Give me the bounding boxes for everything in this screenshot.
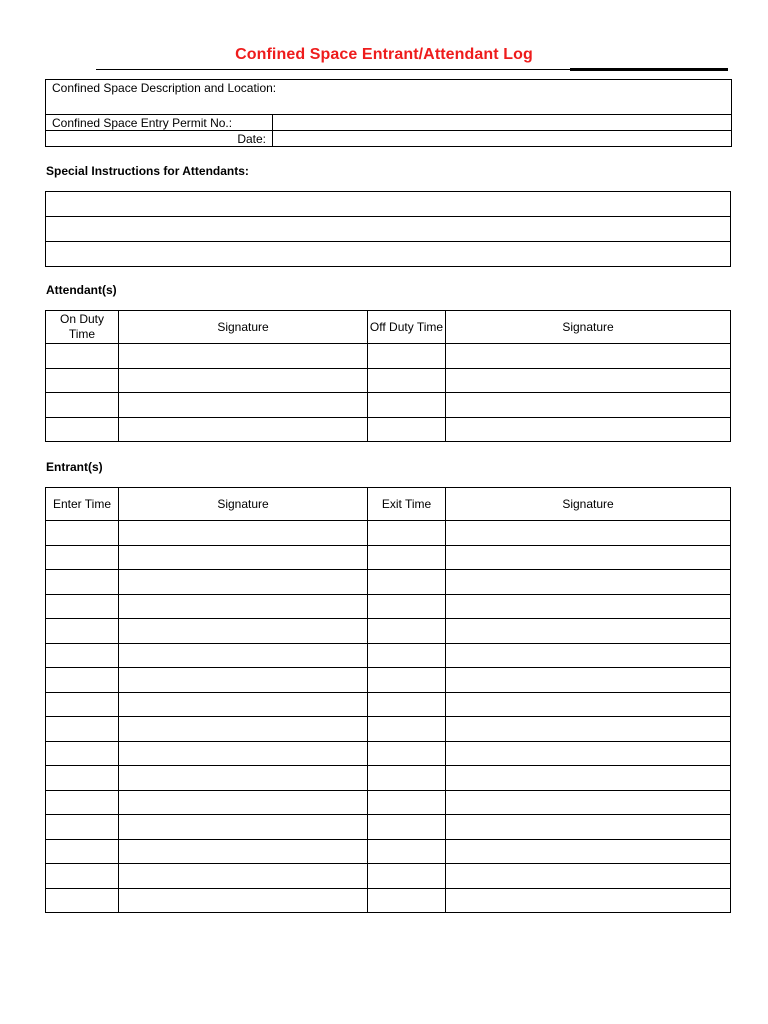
space-description-field[interactable] — [46, 80, 732, 115]
enter-time-cell[interactable] — [46, 521, 119, 546]
exit-time-cell[interactable] — [368, 864, 446, 889]
entrant-signature-cell[interactable] — [119, 545, 368, 570]
enter-time-cell[interactable] — [46, 815, 119, 840]
enter-time-cell[interactable] — [46, 643, 119, 668]
on-duty-time-cell[interactable] — [46, 368, 119, 393]
table-row — [46, 839, 731, 864]
enter-time-cell[interactable] — [46, 717, 119, 742]
entrant-signature-cell[interactable] — [119, 888, 368, 913]
exit-time-cell[interactable] — [368, 668, 446, 693]
entrant-exit-signature-cell[interactable] — [446, 668, 731, 693]
date-field[interactable] — [273, 131, 732, 147]
entrants-header-row — [46, 488, 731, 521]
table-row — [46, 417, 731, 442]
enter-time-cell[interactable] — [46, 839, 119, 864]
special-instructions-table — [45, 191, 731, 267]
on-duty-time-cell[interactable] — [46, 417, 119, 442]
table-row — [46, 717, 731, 742]
on-duty-time-cell[interactable] — [46, 393, 119, 418]
entrants-heading: Entrant(s) — [46, 460, 103, 474]
entrant-signature-cell[interactable] — [119, 594, 368, 619]
attendants-heading: Attendant(s) — [46, 283, 117, 297]
entrant-signature-cell[interactable] — [119, 668, 368, 693]
entrant-exit-signature-header: Signature — [446, 488, 731, 521]
table-row — [46, 692, 731, 717]
entrant-signature-cell[interactable] — [119, 864, 368, 889]
entrants-table — [45, 487, 731, 913]
title-underline-thick — [570, 68, 728, 71]
entrants-rows — [46, 521, 731, 913]
exit-time-cell[interactable] — [368, 545, 446, 570]
permit-number-field[interactable] — [273, 115, 732, 131]
table-row — [46, 864, 731, 889]
enter-time-cell[interactable] — [46, 766, 119, 791]
instruction-line[interactable] — [46, 242, 731, 267]
enter-time-cell[interactable] — [46, 668, 119, 693]
entrant-exit-signature-cell[interactable] — [446, 521, 731, 546]
table-row — [46, 766, 731, 791]
entrant-exit-signature-cell[interactable] — [446, 888, 731, 913]
entrant-signature-cell[interactable] — [119, 741, 368, 766]
exit-time-cell[interactable] — [368, 741, 446, 766]
exit-time-cell[interactable] — [368, 815, 446, 840]
enter-time-cell[interactable] — [46, 545, 119, 570]
exit-time-cell[interactable] — [368, 643, 446, 668]
entrant-signature-header: Signature — [119, 488, 368, 521]
entrant-exit-signature-cell[interactable] — [446, 717, 731, 742]
entrant-signature-cell[interactable] — [119, 521, 368, 546]
exit-time-cell[interactable] — [368, 594, 446, 619]
enter-time-cell[interactable] — [46, 619, 119, 644]
table-row — [46, 815, 731, 840]
entrant-exit-signature-cell[interactable] — [446, 839, 731, 864]
special-instructions-heading: Special Instructions for Attendants: — [46, 164, 249, 178]
attendant-off-signature-cell[interactable] — [446, 344, 731, 369]
enter-time-header: Enter Time — [46, 488, 119, 521]
exit-time-cell[interactable] — [368, 619, 446, 644]
enter-time-cell[interactable] — [46, 570, 119, 595]
exit-time-cell[interactable] — [368, 839, 446, 864]
table-row — [46, 643, 731, 668]
on-duty-time-header: On Duty Time — [46, 311, 119, 344]
table-row — [46, 521, 731, 546]
enter-time-cell[interactable] — [46, 790, 119, 815]
attendant-signature-header: Signature — [119, 311, 368, 344]
entrant-exit-signature-cell[interactable] — [446, 766, 731, 791]
attendant-off-signature-header: Signature — [446, 311, 731, 344]
table-row — [46, 368, 731, 393]
table-row — [46, 594, 731, 619]
entrant-exit-signature-cell[interactable] — [446, 570, 731, 595]
attendants-header-row — [46, 311, 731, 344]
entrant-exit-signature-cell[interactable] — [446, 815, 731, 840]
exit-time-cell[interactable] — [368, 521, 446, 546]
off-duty-time-cell[interactable] — [368, 368, 446, 393]
permit-number-label: Confined Space Entry Permit No.: — [46, 115, 273, 131]
exit-time-cell[interactable] — [368, 692, 446, 717]
off-duty-time-header: Off Duty Time — [368, 311, 446, 344]
table-row — [46, 344, 731, 369]
enter-time-cell[interactable] — [46, 864, 119, 889]
title-underline — [96, 69, 570, 70]
off-duty-time-cell[interactable] — [368, 344, 446, 369]
attendant-off-signature-cell[interactable] — [446, 417, 731, 442]
attendant-signature-cell[interactable] — [119, 417, 368, 442]
entrant-signature-cell[interactable] — [119, 643, 368, 668]
entrant-exit-signature-cell[interactable] — [446, 643, 731, 668]
attendants-rows — [46, 344, 731, 442]
date-label: Date: — [46, 131, 273, 147]
attendant-signature-cell[interactable] — [119, 344, 368, 369]
exit-time-header: Exit Time — [368, 488, 446, 521]
space-info-table — [45, 79, 732, 147]
table-row — [46, 668, 731, 693]
page-title: Confined Space Entrant/Attendant Log — [235, 46, 533, 63]
enter-time-cell[interactable] — [46, 594, 119, 619]
entrant-exit-signature-cell[interactable] — [446, 864, 731, 889]
enter-time-cell[interactable] — [46, 888, 119, 913]
exit-time-cell[interactable] — [368, 717, 446, 742]
table-row — [46, 393, 731, 418]
entrant-signature-cell[interactable] — [119, 790, 368, 815]
table-row — [46, 888, 731, 913]
exit-time-cell[interactable] — [368, 790, 446, 815]
entrant-exit-signature-cell[interactable] — [446, 692, 731, 717]
instruction-line[interactable] — [46, 217, 731, 242]
enter-time-cell[interactable] — [46, 692, 119, 717]
table-row — [46, 741, 731, 766]
table-row — [46, 570, 731, 595]
attendant-signature-cell[interactable] — [119, 393, 368, 418]
attendants-table — [45, 310, 731, 442]
exit-time-cell[interactable] — [368, 766, 446, 791]
attendant-signature-cell[interactable] — [119, 368, 368, 393]
entrant-signature-cell[interactable] — [119, 766, 368, 791]
off-duty-time-cell[interactable] — [368, 393, 446, 418]
entrant-signature-cell[interactable] — [119, 839, 368, 864]
entrant-signature-cell[interactable] — [119, 717, 368, 742]
enter-time-cell[interactable] — [46, 741, 119, 766]
attendant-off-signature-cell[interactable] — [446, 368, 731, 393]
entrant-exit-signature-cell[interactable] — [446, 741, 731, 766]
attendant-off-signature-cell[interactable] — [446, 393, 731, 418]
off-duty-time-cell[interactable] — [368, 417, 446, 442]
entrant-signature-cell[interactable] — [119, 815, 368, 840]
entrant-signature-cell[interactable] — [119, 619, 368, 644]
entrant-signature-cell[interactable] — [119, 692, 368, 717]
table-row — [46, 619, 731, 644]
exit-time-cell[interactable] — [368, 570, 446, 595]
on-duty-time-cell[interactable] — [46, 344, 119, 369]
exit-time-cell[interactable] — [368, 888, 446, 913]
entrant-exit-signature-cell[interactable] — [446, 545, 731, 570]
table-row — [46, 790, 731, 815]
space-description-label: Confined Space Description and Location: — [52, 81, 277, 95]
entrant-exit-signature-cell[interactable] — [446, 790, 731, 815]
entrant-exit-signature-cell[interactable] — [446, 594, 731, 619]
entrant-signature-cell[interactable] — [119, 570, 368, 595]
table-row — [46, 545, 731, 570]
instruction-line[interactable] — [46, 192, 731, 217]
entrant-exit-signature-cell[interactable] — [446, 619, 731, 644]
